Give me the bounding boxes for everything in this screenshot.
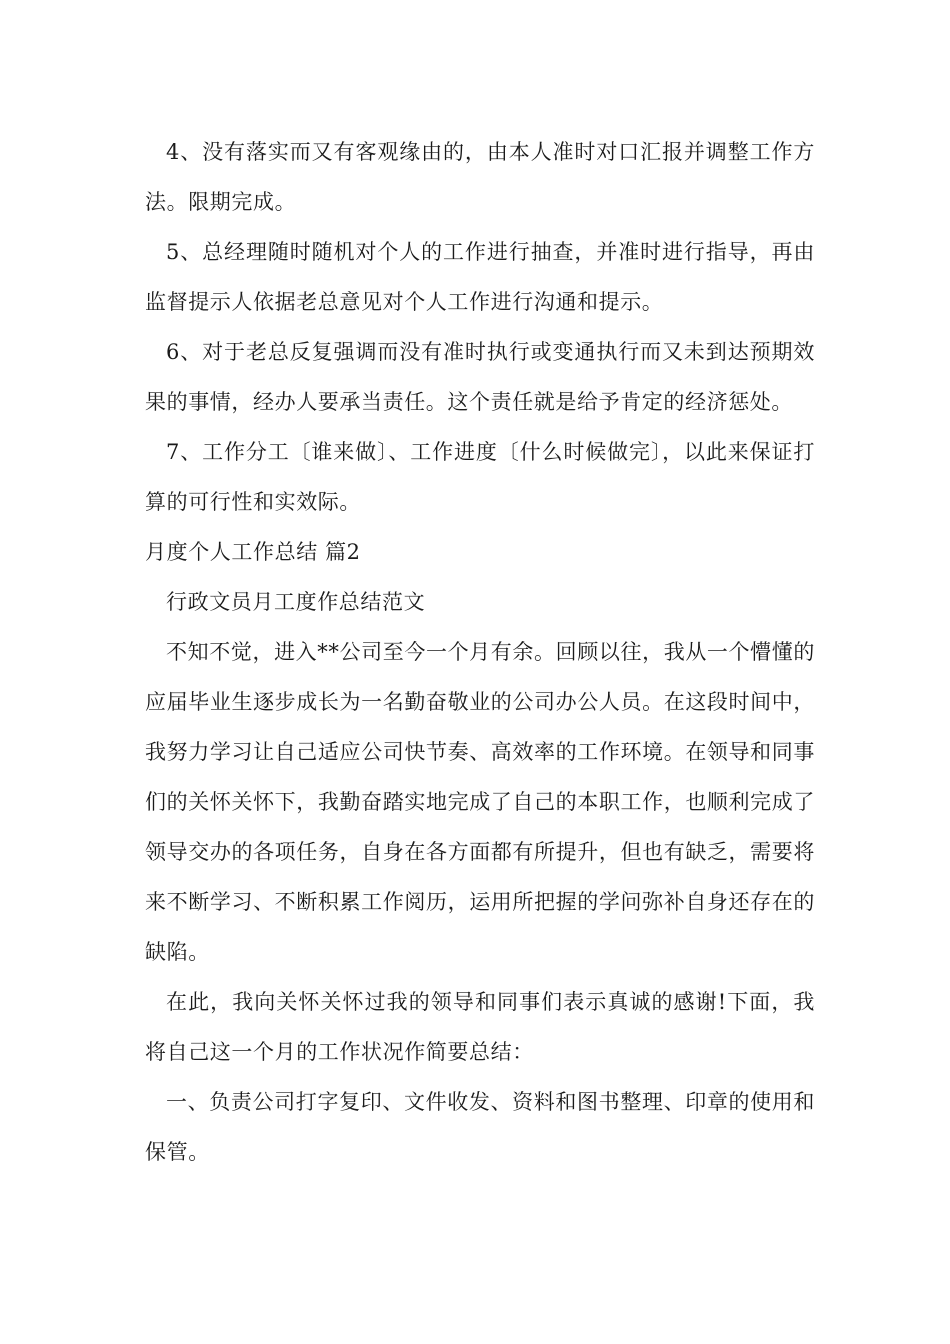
document-body <box>145 127 815 1177</box>
paragraph-duty-1: 一、负责公司打字复印、文件收发、资料和图书整理、印章的使用和保管。 <box>145 1090 815 1164</box>
paragraph-intro: 不知不觉，进入**公司至今一个月有余。回顾以往，我从一个懵懂的应届毕业生逐步成长为一名勤奋敬业的公司办公人员。在这段时间中，我努力学习让自己适应公司快节奏、高效率的工作环境。在领导和同事们的关怀关怀下，我勤奋踏实地完成了自己的本职工作，也顺利完成了领导交办的各项任务，自身在各方面都有所提升，但也有缺乏，需要将来不断学习、不断积累工作阅历，运用所把握的学问弥补自身还存在的缺陷。 <box>145 640 815 964</box>
section-heading: 月度个人工作总结 篇2 <box>145 540 361 564</box>
paragraph-item-6: 6、对于老总反复强调而没有准时执行或变通执行而又未到达预期效果的事情，经办人要承当责任。这个责任就是给予肯定的经济惩处。 <box>145 340 815 414</box>
subtitle: 行政文员月工度作总结范文 <box>166 590 426 614</box>
paragraph-item-4: 4、没有落实而又有客观缘由的，由本人准时对口汇报并调整工作方法。限期完成。 <box>145 140 815 214</box>
paragraph-item-7: 7、工作分工〔谁来做〕、工作进度〔什么时候做完〕，以此来保证打算的可行性和实效际。 <box>145 440 815 514</box>
paragraph-item-5: 5、总经理随时随机对个人的工作进行抽查，并准时进行指导，再由监督提示人依据老总意见对个人工作进行沟通和提示。 <box>145 240 815 314</box>
paragraph-thanks: 在此，我向关怀关怀过我的领导和同事们表示真诚的感谢!下面，我将自己这一个月的工作状况作简要总结： <box>145 990 815 1064</box>
